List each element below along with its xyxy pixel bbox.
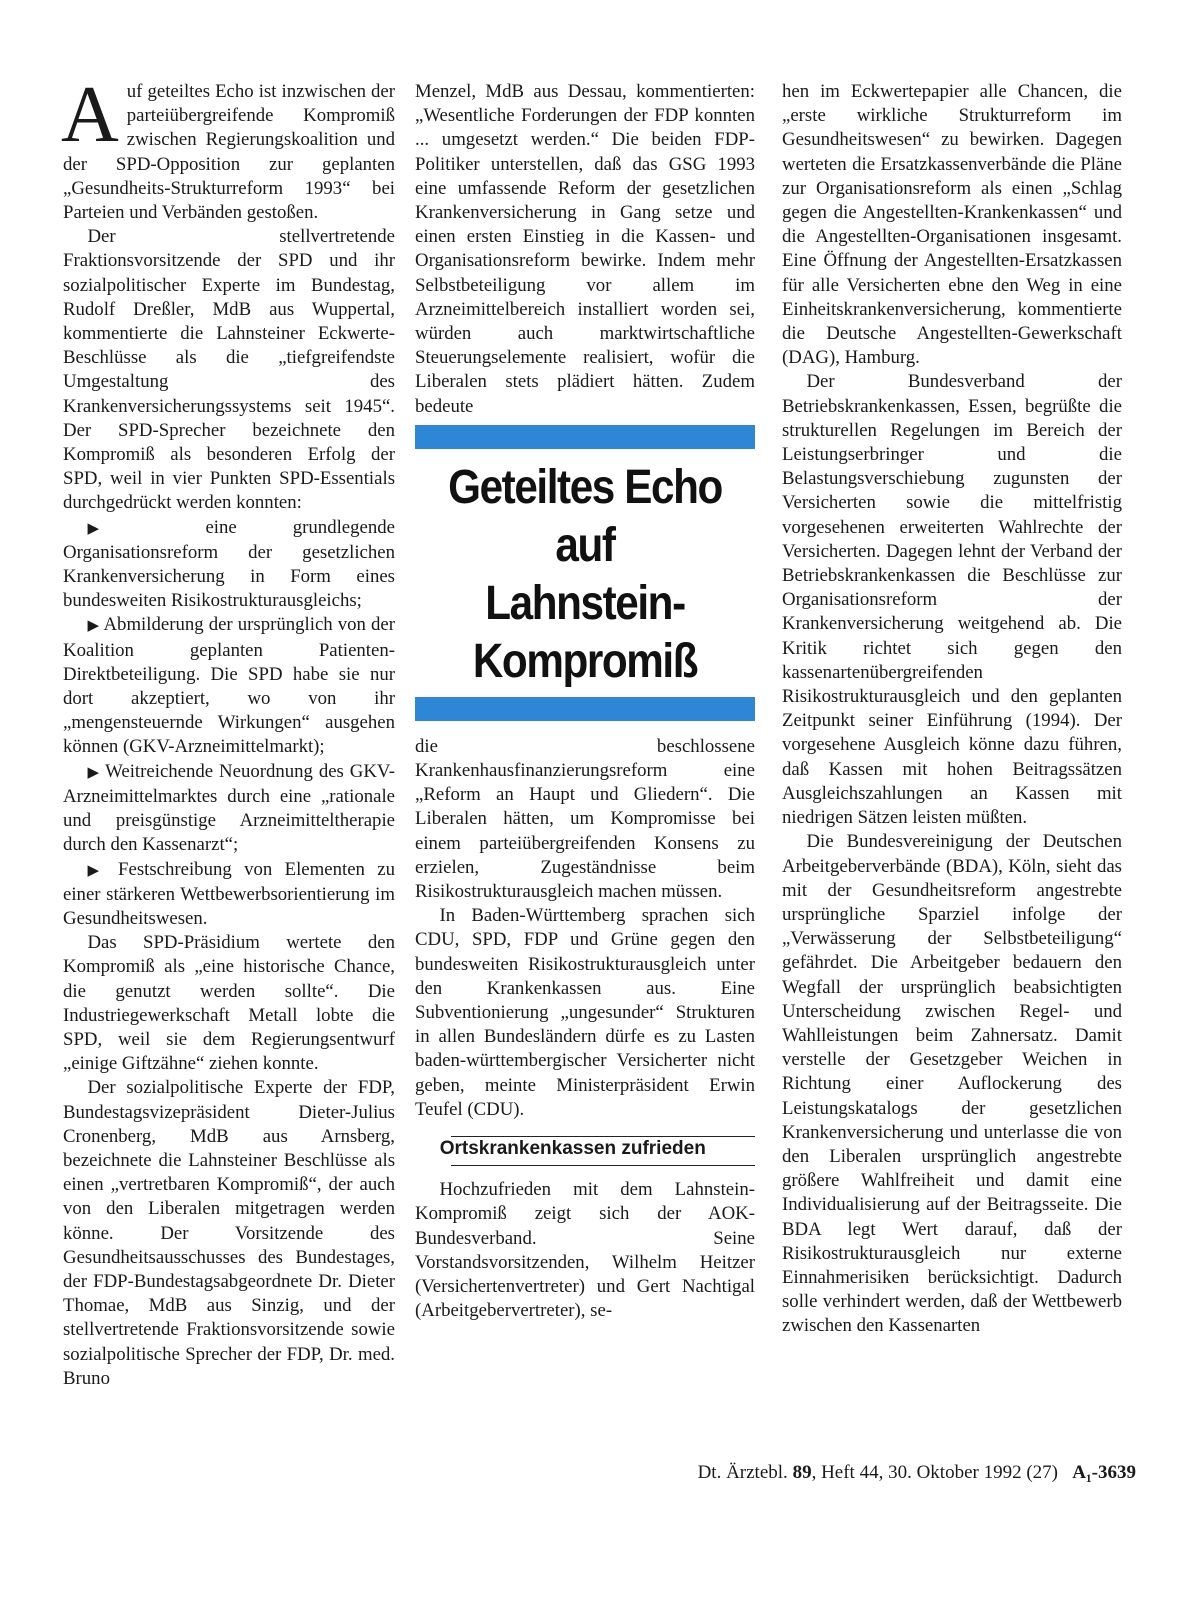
headline-bottom-bar [415, 697, 755, 721]
paragraph: In Baden-Württemberg sprachen sich CDU, SPD, FDP und Grüne gegen den bundesweiten Risikostrukturausgleich unter den Krankenkassen aus. Eine Subventionierung „ungesunder“ Strukturen in allen Bundesländern dürfe es zu Lasten baden-württembergischer Versicherter nicht geben, meinte Ministerpräsident Erwin Teufel (CDU). [415, 905, 755, 1120]
headline-top-bar [415, 425, 755, 449]
col2-bottom-text [415, 735, 755, 1122]
col2-after-subheading-paragraph: Hochzufrieden mit dem Lahnstein-Kompromiß zeigt sich der AOK-Bundesverband. Seine Vorstandsvorsitzenden, Wilhelm Heitzer (Versichertenvertreter) und Gert Nachtigal (Arbeitgebervertreter), se- [415, 1179, 755, 1322]
headline-line: Kompromiß [472, 634, 698, 688]
bullet-text: eine grundlegende Organisationsreform der gesetzlichen Krankenversicherung in Form eines bundesweiten Risikostrukturausgleichs; [63, 516, 395, 612]
headline-box [415, 425, 755, 721]
intro-paragraph [61, 71, 395, 225]
column-1 [61, 71, 395, 1391]
paragraph: die beschlossene Krankenhausfinanzierungsreform eine „Reform an Haupt und Gliedern“. Die Liberalen hätten, um Kompromisse bei einem parteiübergreifenden Konsens zu erzielen, Zugeständnisse beim Risikostrukturausgleich machen müssen. [415, 735, 755, 903]
paragraph: hen im Eckwertepapier alle Chancen, die „erste wirkliche Strukturreform im Gesundheitswesen“ zu bewirken. Dagegen werteten die Ersatzkassenverbände die Pläne zur Organisationsreform als einen „Schlag gegen die Angestellten-Krankenkassen“ und die Angestellten-Organisationen insgesamt. Eine Öffnung der Angestellten-Ersatzkassen für alle Versicherten ebne den Weg in eine Einheitskrankenversicherung, kommentierte die Deutsche Angestellten-Gewerkschaft (DAG), Hamburg. [782, 81, 1122, 369]
col2-top-paragraph: Menzel, MdB aus Dessau, kommentierten: „Wesentliche Forderungen der FDP konnten ... umgesetzt werden.“ Die beiden FDP-Politiker unterstellen, daß das GSG 1993 eine umfassende Reform der gesetzlichen Krankenversicherung in Gang setze und einen ersten Einstieg in die Kassen- und Organisationsreform bewirke. Indem mehr Selbstbeteiligung vor allem im Arzneimittelbereich installiert worden sei, würden auch marktwirtschaftliche Steuerungselemente realisiert, wofür die Liberalen stets plädiert hätten. Zudem bedeute [415, 81, 755, 417]
headline-line: Geteiltes Echo [448, 460, 722, 514]
bullet-text: Weitreichende Neuordnung des GKV-Arzneimittelmarktes durch eine „rationale und preisgünstige Arzneimitteltherapie durch den Kassenarzt“; [63, 760, 395, 856]
paragraph: Der Bundesverband der Betriebskrankenkassen, Essen, begrüßte die strukturellen Regelungen im Bereich der Leistungserbringer und die Belastungsverschiebung zugunsten der Versicherten sowie die mittelfristig vorgesehenen erweiterten Wahlrechte der Versicherten. Dagegen lehnt der Verband der Betriebskrankenkassen die Beschlüsse zur Organisationsreform der Krankenversicherung weitgehend ab. Die Kritik richtet sich gegen den kassenartenübergreifenden Risikostrukturausgleich und den geplanten Zeitpunkt seiner Einführung (1994). Der vorgesehene Ausgleich könne dazu führen, daß Kassen mit hohen Beitragssätzen Ausgleichszahlungen an Kassen mit niedrigen Sätzen leisten müßten. [782, 371, 1122, 829]
paragraph: Der stellvertretende Fraktionsvorsitzende der SPD und ihr sozialpolitischer Experte im Bundestag, Rudolf Dreßler, MdB aus Wuppertal, kommentierte die Lahnsteiner Eckwerte-Beschlüsse als die „tiefgreifendste Umgestaltung des Krankenversicherungssystems seit 1945“. Der SPD-Sprecher bezeichnete den Kompromiß als besonderen Erfolg der SPD, weil in vier Punkten SPD-Essentials durchgedrückt werden konnten: [63, 226, 395, 514]
paragraph: Die Bundesvereinigung der Deutschen Arbeitgeberverbände (BDA), Köln, sieht das mit der Gesundheitsreform angestrebte ursprüngliche Sparziel infolge der „Verwässerung der Selbstbeteiligung“ gefährdet. Die Arbeitgeber bedauern den Wegfall der ursprünglich beabsichtigten Unterscheidung zwischen Regel- und Wahlleistungen beim Zahnersatz. Damit verstelle der Gesetzgeber Weichen in Richtung einer Auflockerung des Leistungskatalogs der gesetzlichen Krankenversicherung und unterlasse die von den Liberalen ursprünglich angestrebte größere Wahlfreiheit und damit eine Individualisierung auf der Beitragsseite. Die BDA legt Wert darauf, daß der Risikostrukturausgleich nur externe Einnahmerisiken berücksichtigt. Dadurch solle verhindert werden, daß der Wettbewerb zwischen den Kassenarten [782, 831, 1122, 1337]
bullet-text: Abmilderung der ursprünglich von der Koalition geplanten Patienten-Direktbeteiligung. Die SPD habe sie nur dort akzeptiert, wo von ihr „mengensteuernde Wirkungen“ ausgehen können (GKV-Arzneimittelmarkt); [63, 614, 395, 758]
journal-issue-date: , Heft 44, 30. Oktober 1992 (27) [811, 1462, 1058, 1483]
subheading: Ortskrankenkassen zufrieden [439, 1138, 706, 1160]
bullet-item [63, 613, 395, 759]
column-2 [415, 80, 755, 1323]
headline-line: auf [555, 518, 615, 572]
bullet-text: Festschreibung von Elementen zu einer stärkeren Wettbewerbsorientierung im Gesundheitswesen. [63, 858, 395, 929]
headline [435, 449, 734, 697]
bullet-item [63, 858, 395, 932]
page-footer [606, 1462, 1136, 1484]
triangle-right-icon: ▶ [87, 520, 206, 537]
intro-text: uf geteiltes Echo ist inzwischen der parteiübergreifende Kompromiß zwischen Regierungskoalition und der SPD-Opposition zur geplanten „Gesundheits-Strukturreform 1993“ bei Parteien und Verbänden gestoßen. [63, 81, 395, 224]
paragraph: Das SPD-Präsidium wertete den Kompromiß als „eine historische Chance, die genutzt werden sollte“. Die Industriegewerkschaft Metall lobte die SPD, weil sie dem Regierungsentwurf „einige Giftzähne“ ziehen konnte. [63, 932, 395, 1075]
bullet-item [63, 516, 395, 614]
journal-volume: 89 [792, 1462, 812, 1483]
paragraph: Der sozialpolitische Experte der FDP, Bundestagsvizepräsident Dieter-Julius Cronenberg, MdB aus Arnsberg, bezeichnete die Lahnsteiner Beschlüsse als einen „vertretbaren Kompromiß“, der auch von den Liberalen mitgetragen werden könne. Der Vorsitzende des Gesundheitsausschusses des Bundestages, der FDP-Bundestagsabgeordnete Dr. Dieter Thomae, MdB aus Sinzig, und der stellvertretende Fraktionsvorsitzende sowie sozialpolitische Sprecher der FDP, Dr. med. Bruno [63, 1077, 395, 1389]
journal-name: Dt. Ärztebl. [697, 1462, 788, 1483]
column-3 [782, 80, 1122, 1339]
subheading-rule-bottom [451, 1165, 755, 1166]
bullet-item [63, 760, 395, 858]
headline-line: Lahnstein- [485, 576, 685, 630]
page-number: A₁-3639 [1072, 1462, 1136, 1483]
triangle-right-icon: ▶ [87, 618, 104, 635]
triangle-right-icon: ▶ [87, 862, 119, 879]
drop-cap: A [61, 71, 119, 159]
triangle-right-icon: ▶ [87, 764, 106, 781]
